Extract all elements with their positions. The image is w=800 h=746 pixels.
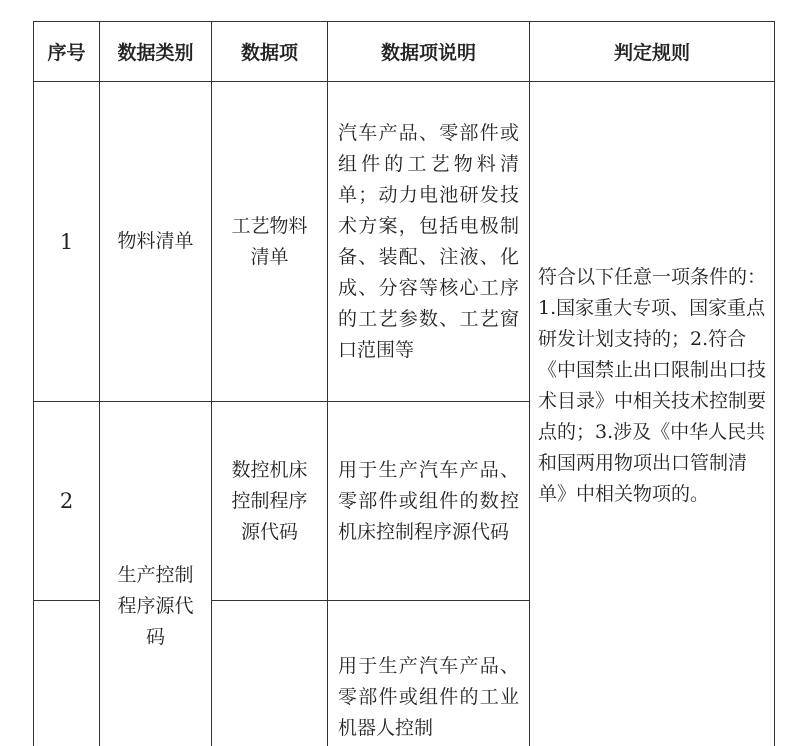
row-item: 工艺物料清单 <box>212 82 328 402</box>
header-data-item: 数据项 <box>212 22 328 82</box>
row-description: 用于生产汽车产品、零部件或组件的数控机床控制程序源代码 <box>328 402 530 601</box>
row-item <box>212 601 328 746</box>
table-row <box>34 82 775 402</box>
row-description: 用于生产汽车产品、零部件或组件的工业机器人控制 <box>328 601 530 746</box>
row-serial-no: 1 <box>34 82 100 402</box>
row-category: 物料清单 <box>100 82 212 402</box>
row-item: 数控机床控制程序源代码 <box>212 402 328 601</box>
data-classification-table <box>33 21 775 746</box>
row-description: 汽车产品、零部件或组件的工艺物料清单；动力电池研发技术方案，包括电极制备、装配、注液、化成、分容等核心工序的工艺参数、工艺窗口范围等 <box>328 82 530 402</box>
rule-text: 符合以下任意一项条件的：1.国家重大专项、国家重点研发计划支持的；2.符合《中国禁止出口限制出口技术目录》中相关技术控制要点的；3.涉及《中华人民共和国两用物项出口管制清单》中相关物项的。 <box>538 266 767 505</box>
header-row <box>34 22 775 82</box>
header-serial-no: 序号 <box>34 22 100 82</box>
rule-cell <box>530 82 775 746</box>
header-data-category: 数据类别 <box>100 22 212 82</box>
row-category: 生产控制程序源代码 <box>100 402 212 746</box>
header-item-description: 数据项说明 <box>328 22 530 82</box>
row-serial-no <box>34 601 100 746</box>
row-serial-no: 2 <box>34 402 100 601</box>
header-judgment-rule: 判定规则 <box>530 22 775 82</box>
